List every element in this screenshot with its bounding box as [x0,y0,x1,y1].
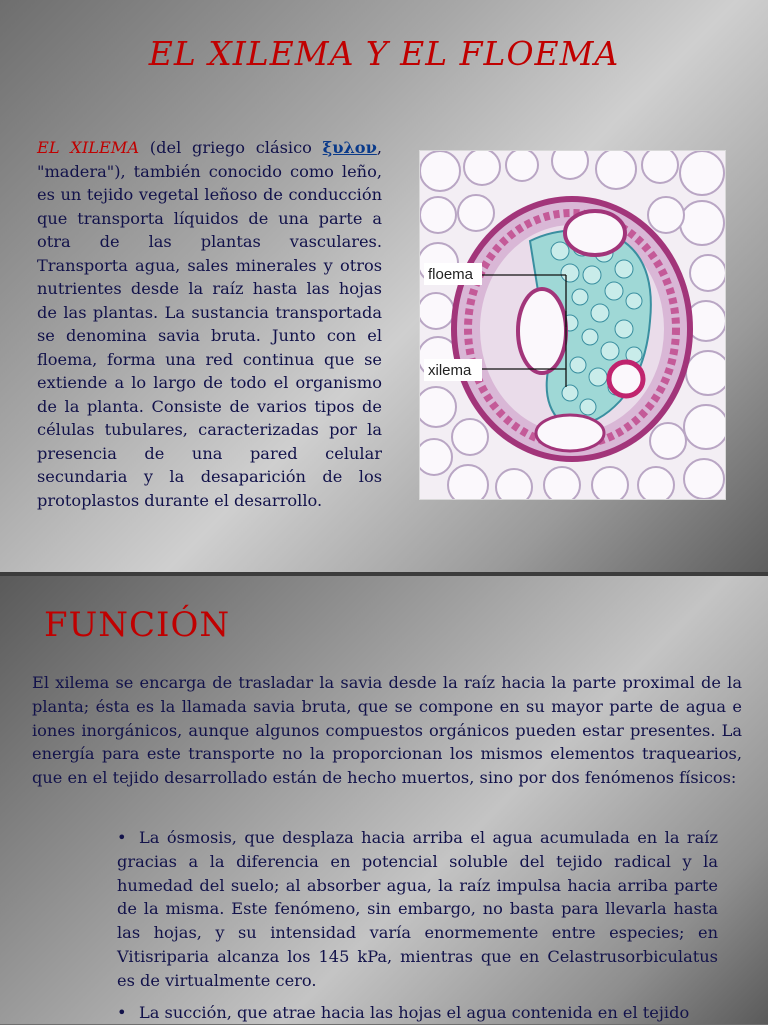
microscope-image [419,150,726,500]
bullet-text: La ósmosis, que desplaza hacia arriba el agua acumulada en la raíz gracias a la diferencia en potencial soluble del tejido radical y la humedad del suelo; al absorber agua, la raíz impulsa hacia arriba parte de la misma. Este fenómeno, sin embargo, no basta para llevarla hasta las hojas, y su intensidad varía enormemente entre especies; en Vitisriparia alcanza los 145 kPa, mientras que en Celastrusorbiculatus es de virtualmente cero. [117,828,718,990]
label-xilema: xilema [428,362,472,379]
section-title: FUNCIÓN [44,605,231,645]
function-paragraph: El xilema se encarga de trasladar la savia desde la raíz hacia la parte proximal de la planta; ésta es la llamada savia bruta, que se compone en su mayor parte de agua e iones inorgánicos, aunque algunos compuestos orgánicos pueden estar presentes. La energía para este transporte no la proporcionan los mismos elementos traquearios, que en el tejido desarrollado están de hecho muertos, sino por dos fenómenos físicos: [32,673,742,788]
list-item [117,1001,718,1025]
description-text: , "madera"), también conocido como leño, es un tejido vegetal leñoso de conducción que transporta líquidos de una parte a otra de las plantas vasculares. Transporta agua, sales minerales y otros nutrientes desde la raíz hasta las hojas de las plantas. La sustancia transportada se denomina savia bruta. Junto con el floema, forma una red continua que se extiende a lo largo de todo el organismo de la planta. Consiste de varios tipos de células tubulares, caracterizadas por la presencia de una pared celular secundaria y la desaparición de los protoplastos durante el desarrollo. [37,138,382,510]
bullet-icon: • [117,828,127,847]
term-xilema: EL XILEMA [37,138,140,157]
bullet-text: La succión, que atrae hacia las hojas el agua contenida en el tejido [139,1003,690,1022]
label-floema: floema [428,266,474,283]
xilema-description [37,136,382,512]
bullet-icon: • [117,1003,127,1022]
greek-word-link[interactable]: ξυλον [322,138,377,157]
intro-text: (del griego clásico [139,138,323,157]
list-item [117,826,718,993]
slide-title: EL XILEMA Y EL FLOEMA [148,34,620,73]
